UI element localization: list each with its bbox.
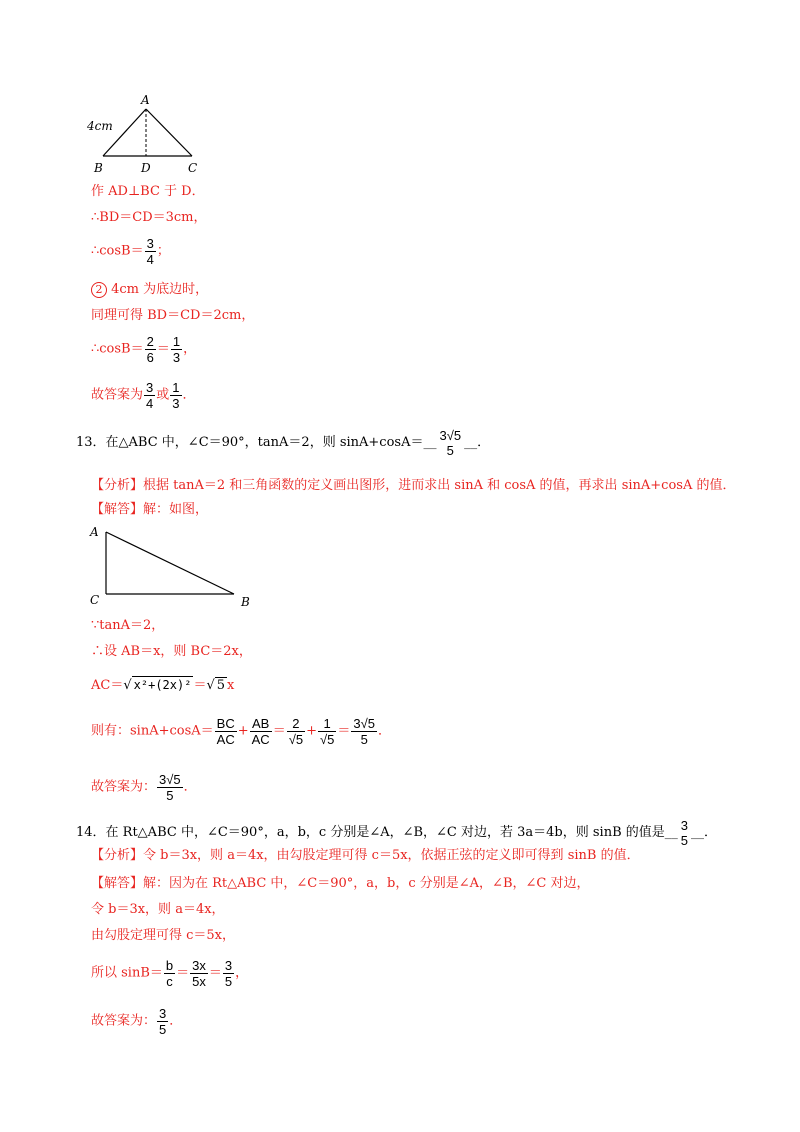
label-a: A: [141, 93, 150, 107]
fraction: $\frac{2}{√5}$: [288, 716, 304, 747]
fraction: $\frac{b}{c}$: [165, 958, 174, 989]
q14-stem: 14．在 Rt△ABC 中，∠C＝90°，a，b，c 分别是∠A，∠B，∠C 对边，若 3a＝4b，则 sinB 的值是__ 3 5 __．: [76, 818, 718, 848]
p12-line6: ∴cosB＝ $\frac{2}{6}$ ＝ $\frac{1}{3}$ ，: [91, 334, 197, 365]
q13-analysis: 【分析】根据 tanA＝2 和三角函数的定义画出图形，进而求出 sinA 和 cosA 的值，再求出 sinA+cosA 的值．: [91, 478, 736, 493]
fraction: $\frac{3}{5}$: [224, 958, 233, 989]
q13-solution: 【解答】解：如图，: [91, 502, 209, 517]
triangle-figure-2: [86, 520, 266, 610]
q13-line1: ∵tanA＝2，: [91, 618, 165, 633]
p12-line2: ∴BD＝CD＝3cm，: [91, 210, 207, 225]
answer-fraction: 3 5: [680, 818, 689, 848]
p12-line4: 2 4cm 为底边时，: [91, 282, 208, 298]
p12-line3: ∴cosB＝ $\frac{3}{4}$ ；: [91, 236, 170, 267]
p12-line5: 同理可得 BD＝CD＝2cm，: [91, 308, 255, 323]
fraction: $\frac{BC}{AC}$: [216, 716, 235, 747]
fraction: $\frac{3}{4}$: [146, 236, 154, 267]
fraction: $\frac{3√5}{5}$: [159, 772, 181, 803]
q14-line4: 故答案为： $\frac{3}{5}$ ．: [91, 1006, 183, 1037]
q13-stem: 13．在△ABC 中，∠C＝90°，tanA＝2，则 sinA+cosA＝__ 3√5 5 __．: [76, 428, 491, 458]
q13-line5: 故答案为： $\frac{3√5}{5}$ ．: [91, 772, 197, 803]
p12-line1: 作 AD⊥BC 于 D．: [91, 184, 205, 199]
q13-line4: 则有：sinA+cosA＝ $\frac{BC}{AC}$ + $\frac{AB}{AC}$ ＝ $\frac{2}{√5}$ + $\frac{1}{√5}$ ＝ $\frac{3√5}{5}$ ．: [91, 716, 391, 747]
fraction: $\frac{1}{√5}$: [319, 716, 335, 747]
label-c: C: [188, 161, 198, 175]
fraction: $\frac{3}{4}$: [146, 380, 154, 411]
q13-line3: AC＝√ x²+(2x)² ＝√ 5 x: [91, 678, 235, 693]
label-b: B: [94, 161, 103, 175]
p12-line7: 故答案为 $\frac{3}{4}$ 或 $\frac{1}{3}$ ．: [91, 380, 196, 411]
q14-solution: 【解答】解：因为在 Rt△ABC 中，∠C＝90°，a，b，c 分别是∠A，∠B，∠C 对边，: [91, 876, 590, 891]
fraction: $\frac{3√5}{5}$: [353, 716, 375, 747]
q14-line2: 由勾股定理可得 c＝5x，: [91, 928, 236, 943]
q14-analysis: 【分析】令 b＝3x，则 a＝4x，由勾股定理可得 c＝5x，依据正弦的定义即可得到 sinB 的值．: [91, 848, 640, 863]
label-a: A: [90, 525, 99, 539]
circled-number: 2: [91, 282, 107, 298]
q14-line1: 令 b＝3x，则 a＝4x，: [91, 902, 225, 917]
label-b: B: [241, 595, 250, 609]
fraction: $\frac{1}{3}$: [172, 380, 180, 411]
fraction: $\frac{1}{3}$: [172, 334, 181, 365]
q13-line2: ∴设 AB＝x，则 BC＝2x，: [91, 644, 252, 659]
fraction: $\frac{AB}{AC}$: [251, 716, 270, 747]
fraction: $\frac{3x}{5x}$: [192, 958, 206, 989]
label-d: D: [141, 161, 151, 175]
fraction: $\frac{2}{6}$: [146, 334, 154, 365]
side-label: 4cm: [87, 119, 113, 133]
triangle-figure-1: [86, 92, 216, 182]
q14-line3: 所以 sinB＝ $\frac{b}{c}$ ＝ $\frac{3x}{5x}$ ＝ $\frac{3}{5}$ ，: [91, 958, 249, 989]
fraction: $\frac{3}{5}$: [159, 1006, 167, 1037]
answer-fraction: 3√5 5: [439, 428, 462, 458]
label-c: C: [90, 593, 100, 607]
